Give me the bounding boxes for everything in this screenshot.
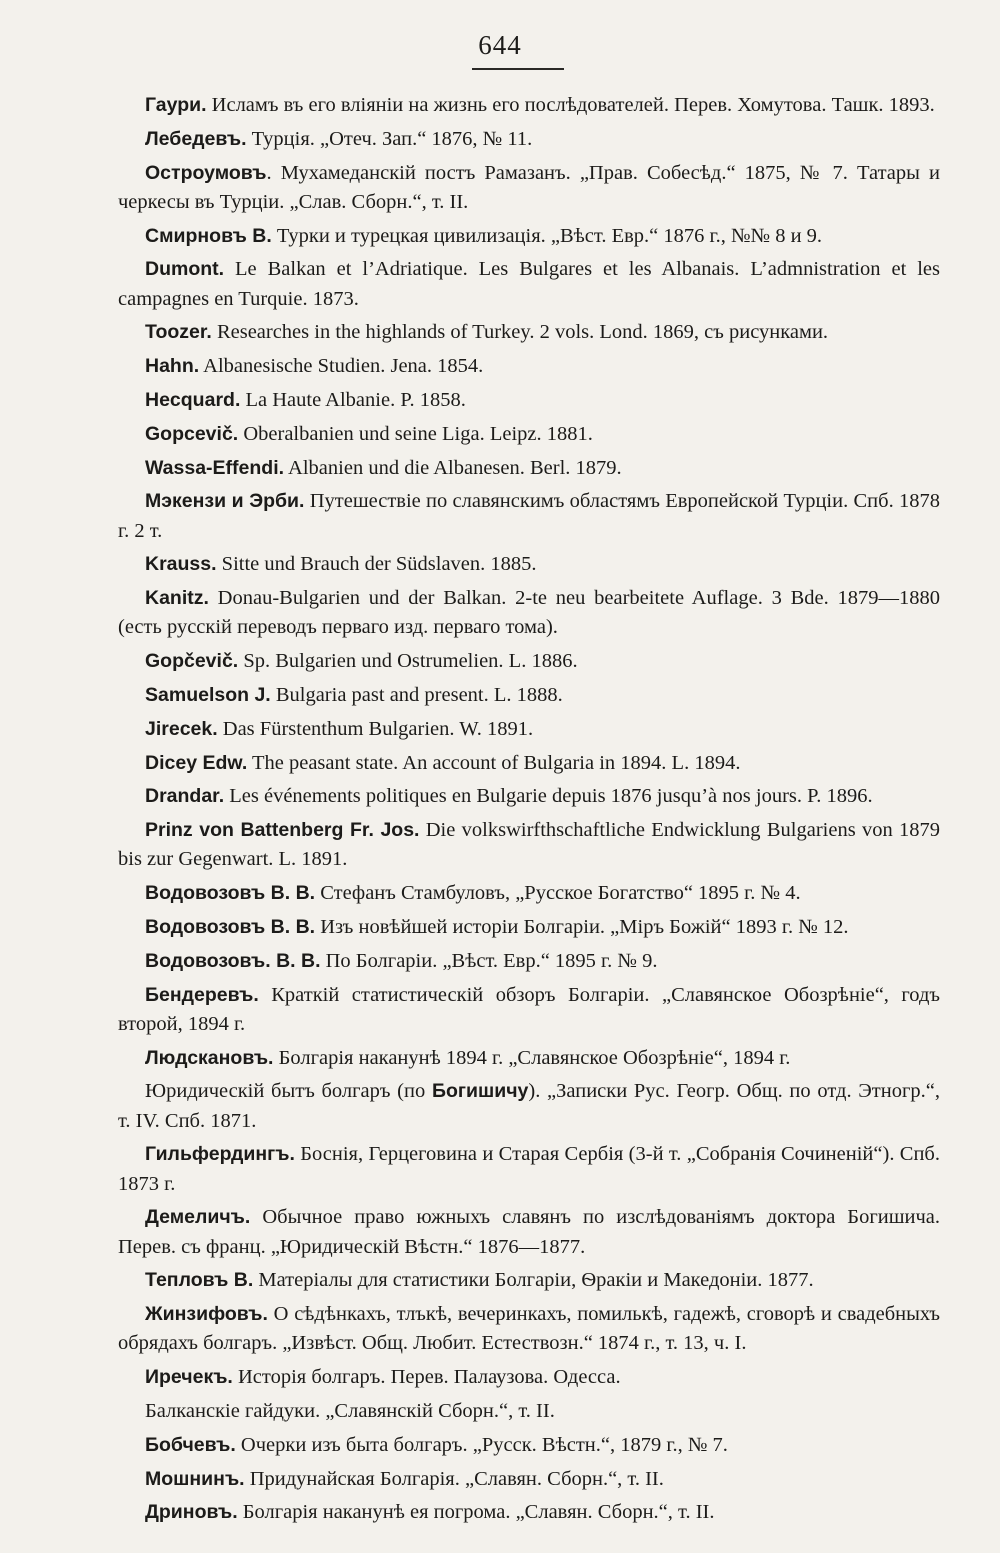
- entry-text: Исламъ въ его вліяніи на жизнь его послѣдователей. Перев. Хомутова. Ташк. 1893.: [206, 94, 935, 116]
- entry-text: Das Fürstenthum Bulgarien. W. 1891.: [217, 717, 534, 740]
- entry-text: Турки и турецкая цивилизація. „Вѣст. Евр.“ 1876 г., №№ 8 и 9.: [271, 224, 823, 247]
- entry-text: Болгарія наканунѣ 1894 г. „Славянское Обозрѣніе“, 1894 г.: [273, 1046, 791, 1069]
- entry-author: Бендеревъ.: [145, 983, 259, 1006]
- entry-text: Le Balkan et l’Adriatique. Les Bulgares et les Albanais. L’admnistration et les campagnes en Turquie. 1873.: [118, 258, 940, 310]
- bibliography-entry: [118, 715, 940, 744]
- entry-author: Samuelson J.: [145, 683, 271, 706]
- entry-text: Die volkswirfthschaftliche Endwicklung Bulgariens von 1879 bis zur Gegenwart. L. 1891.: [118, 819, 940, 871]
- bibliography-entry: [118, 913, 940, 942]
- entry-text: Oberalbanien und seine Liga. Leipz. 1881.: [238, 422, 593, 445]
- entry-text: Обычное право южныхъ славянъ по изслѣдованіямъ доктора Богишича. Перев. съ франц. „Юридическій Вѣстн.“ 1876—1877.: [118, 1206, 940, 1258]
- entry-text: Les événements politiques en Bulgarie depuis 1876 jusqu’à nos jours. P. 1896.: [224, 785, 873, 808]
- entry-author: Гильфердингъ.: [145, 1143, 295, 1166]
- bibliography-entry: [118, 159, 940, 217]
- bibliography-entry: [118, 584, 940, 642]
- bibliography-entry: [118, 125, 940, 154]
- entry-text: The peasant state. An account of Bulgaria in 1894. L. 1894.: [247, 751, 741, 774]
- entry-text: Юридическій бытъ болгаръ (по: [145, 1080, 432, 1103]
- entry-author: Hecquard.: [145, 388, 241, 411]
- entry-author: Kanitz.: [145, 587, 209, 610]
- entry-author: Остроумовъ: [145, 161, 267, 184]
- entry-author: Жинзифовъ.: [145, 1303, 268, 1326]
- entry-text: Sp. Bulgarien und Ostrumelien. L. 1886.: [238, 650, 578, 673]
- entry-author: Hahn.: [145, 355, 200, 378]
- bibliography-entry: [118, 879, 940, 908]
- bibliography-entry: [118, 550, 940, 579]
- page-number-rule: [472, 68, 564, 70]
- bibliography-entry: [118, 255, 940, 313]
- entry-text: Исторія болгаръ. Перев. Палаузова. Одесса.: [232, 1366, 621, 1389]
- entry-author: Водовозовъ В. В.: [145, 882, 316, 905]
- entry-author: Водовозовъ В. В.: [145, 915, 316, 938]
- entry-author: Мошнинъ.: [145, 1467, 245, 1490]
- bibliography-entry: [118, 420, 940, 449]
- bibliography-entry: [118, 318, 940, 347]
- entry-text: Sitte und Brauch der Südslaven. 1885.: [216, 553, 537, 576]
- entry-author: Мэкензи и Эрби.: [145, 490, 305, 513]
- entry-author: Людскановъ.: [145, 1046, 274, 1069]
- entry-text: Краткій статистическій обзоръ Болгаріи. „Славянское Обозрѣніе“, годъ второй, 1894 г.: [118, 983, 940, 1035]
- entry-text: Изъ новѣйшей исторіи Болгаріи. „Міръ Божій“ 1893 г. № 12.: [315, 915, 849, 938]
- entry-author: Krauss.: [145, 553, 217, 576]
- entry-text: О сѣдѣнкахъ, тлъкѣ, вечеринкахъ, помилькѣ, гадежѣ, сговорѣ и свадебныхъ обрядахъ болгаръ. „Извѣст. Общ. Любит. Естествозн.“ 1874 г., т. 13, ч. I.: [118, 1303, 940, 1355]
- entry-text: Albanien und die Albanesen. Berl. 1879.: [284, 456, 622, 479]
- bibliography-entry: [118, 1465, 940, 1494]
- entry-text: Очерки изъ быта болгаръ. „Русск. Вѣстн.“, 1879 г., № 7.: [235, 1433, 728, 1456]
- entry-author: Drandar.: [145, 785, 225, 808]
- bibliography-entry: [118, 981, 940, 1039]
- entry-text: Придунайская Болгарія. „Славян. Сборн.“, т. II.: [244, 1467, 664, 1490]
- page-number: 644: [478, 30, 522, 60]
- bibliography-entry: [118, 454, 940, 483]
- entry-text: Матеріалы для статистики Болгаріи, Ѳракіи и Македоніи. 1877.: [253, 1269, 814, 1292]
- entry-text: Donau-Bulgarien und der Balkan. 2-te neu bearbeitete Auflage. 3 Bde. 1879—1880 (есть русскій переводъ перваго изд. перваго тома).: [118, 587, 940, 639]
- bibliography-entry: [118, 647, 940, 676]
- entry-text: По Болгаріи. „Вѣст. Евр.“ 1895 г. № 9.: [320, 949, 658, 972]
- entry-text: La Haute Albanie. P. 1858.: [240, 388, 466, 411]
- entry-text: Researches in the highlands of Turkey. 2 vols. Lond. 1869, съ рисунками.: [211, 321, 829, 344]
- entry-author: Смирновъ В.: [145, 224, 272, 247]
- entry-author: Gopčevič.: [145, 650, 239, 673]
- bibliography-entry: [118, 1077, 940, 1135]
- entry-author: Бобчевъ.: [145, 1433, 236, 1456]
- entry-author: Демеличъ.: [145, 1206, 251, 1229]
- entry-author: Тепловъ В.: [145, 1269, 254, 1292]
- entry-text: Bulgaria past and present. L. 1888.: [270, 683, 563, 706]
- bibliography-entry: [118, 352, 940, 381]
- entry-author: Jirecek.: [145, 717, 218, 740]
- bibliography-entry: [118, 947, 940, 976]
- entry-text: Турція. „Отеч. Зап.“ 1876, № 11.: [246, 127, 533, 150]
- entry-author: Гаури.: [145, 94, 207, 116]
- entry-text: Путешествіе по славянскимъ областямъ Европейской Турціи. Спб. 1878 г. 2 т.: [118, 490, 940, 542]
- entry-text: Стефанъ Стамбуловъ, „Русское Богатство“ 1895 г. № 4.: [315, 882, 801, 905]
- entry-text-continued: ). „Записки Рус. Геогр. Общ. по отд. Этногр.“, т. IV. Спб. 1871.: [118, 1080, 940, 1132]
- bibliography-entry: [118, 749, 940, 778]
- bibliography-entry: [118, 1044, 940, 1073]
- entry-author-inline: Богишичу: [431, 1080, 529, 1103]
- entry-text: Боснія, Герцеговина и Старая Сербія (3-й т. „Собранія Сочиненій“). Спб. 1873 г.: [118, 1143, 940, 1195]
- entry-text: Albanesische Studien. Jena. 1854.: [199, 355, 484, 378]
- bibliography-entry: [118, 1363, 940, 1392]
- entry-author: Gopcevič.: [145, 422, 239, 445]
- bibliography-entry: [118, 782, 940, 811]
- entry-author: Dumont.: [145, 258, 225, 281]
- entry-text: . Мухамеданскій постъ Рамазанъ. „Прав. Собесѣд.“ 1875, № 7. Татары и черкесы въ Турціи. „Слав. Сборн.“, т. II.: [118, 161, 940, 213]
- bibliography-entry: [118, 681, 940, 710]
- bibliography-entry: [118, 1397, 940, 1426]
- bibliography-entry: [118, 1498, 940, 1527]
- entry-author: Dicey Edw.: [145, 751, 248, 774]
- entry-text: Болгарія наканунѣ ея погрома. „Славян. Сборн.“, т. II.: [237, 1501, 715, 1524]
- entry-author: Водовозовъ. В. В.: [145, 949, 321, 972]
- bibliography-entry: [118, 1431, 940, 1460]
- entry-author: Лебедевъ.: [145, 127, 247, 150]
- bibliography-entry: [118, 386, 940, 415]
- bibliography-entry: [118, 1266, 940, 1295]
- entry-text: Балканскіе гайдуки. „Славянскій Сборн.“, т. II.: [145, 1399, 555, 1422]
- bibliography-entry: [118, 816, 940, 874]
- bibliography-entry: [118, 91, 940, 120]
- bibliography-entry: [118, 487, 940, 545]
- bibliography-list: [118, 91, 940, 1532]
- bibliography-entry: [118, 1203, 940, 1261]
- bibliography-entry: [118, 222, 940, 251]
- entry-author: Иречекъ.: [145, 1366, 233, 1389]
- bibliography-entry: [118, 1300, 940, 1358]
- bibliography-entry: [118, 1140, 940, 1198]
- entry-author: Prinz von Battenberg Fr. Jos.: [145, 819, 420, 842]
- entry-author: Дриновъ.: [145, 1501, 238, 1524]
- entry-author: Toozer.: [145, 321, 212, 344]
- entry-author: Wassa-Effendi.: [145, 456, 285, 479]
